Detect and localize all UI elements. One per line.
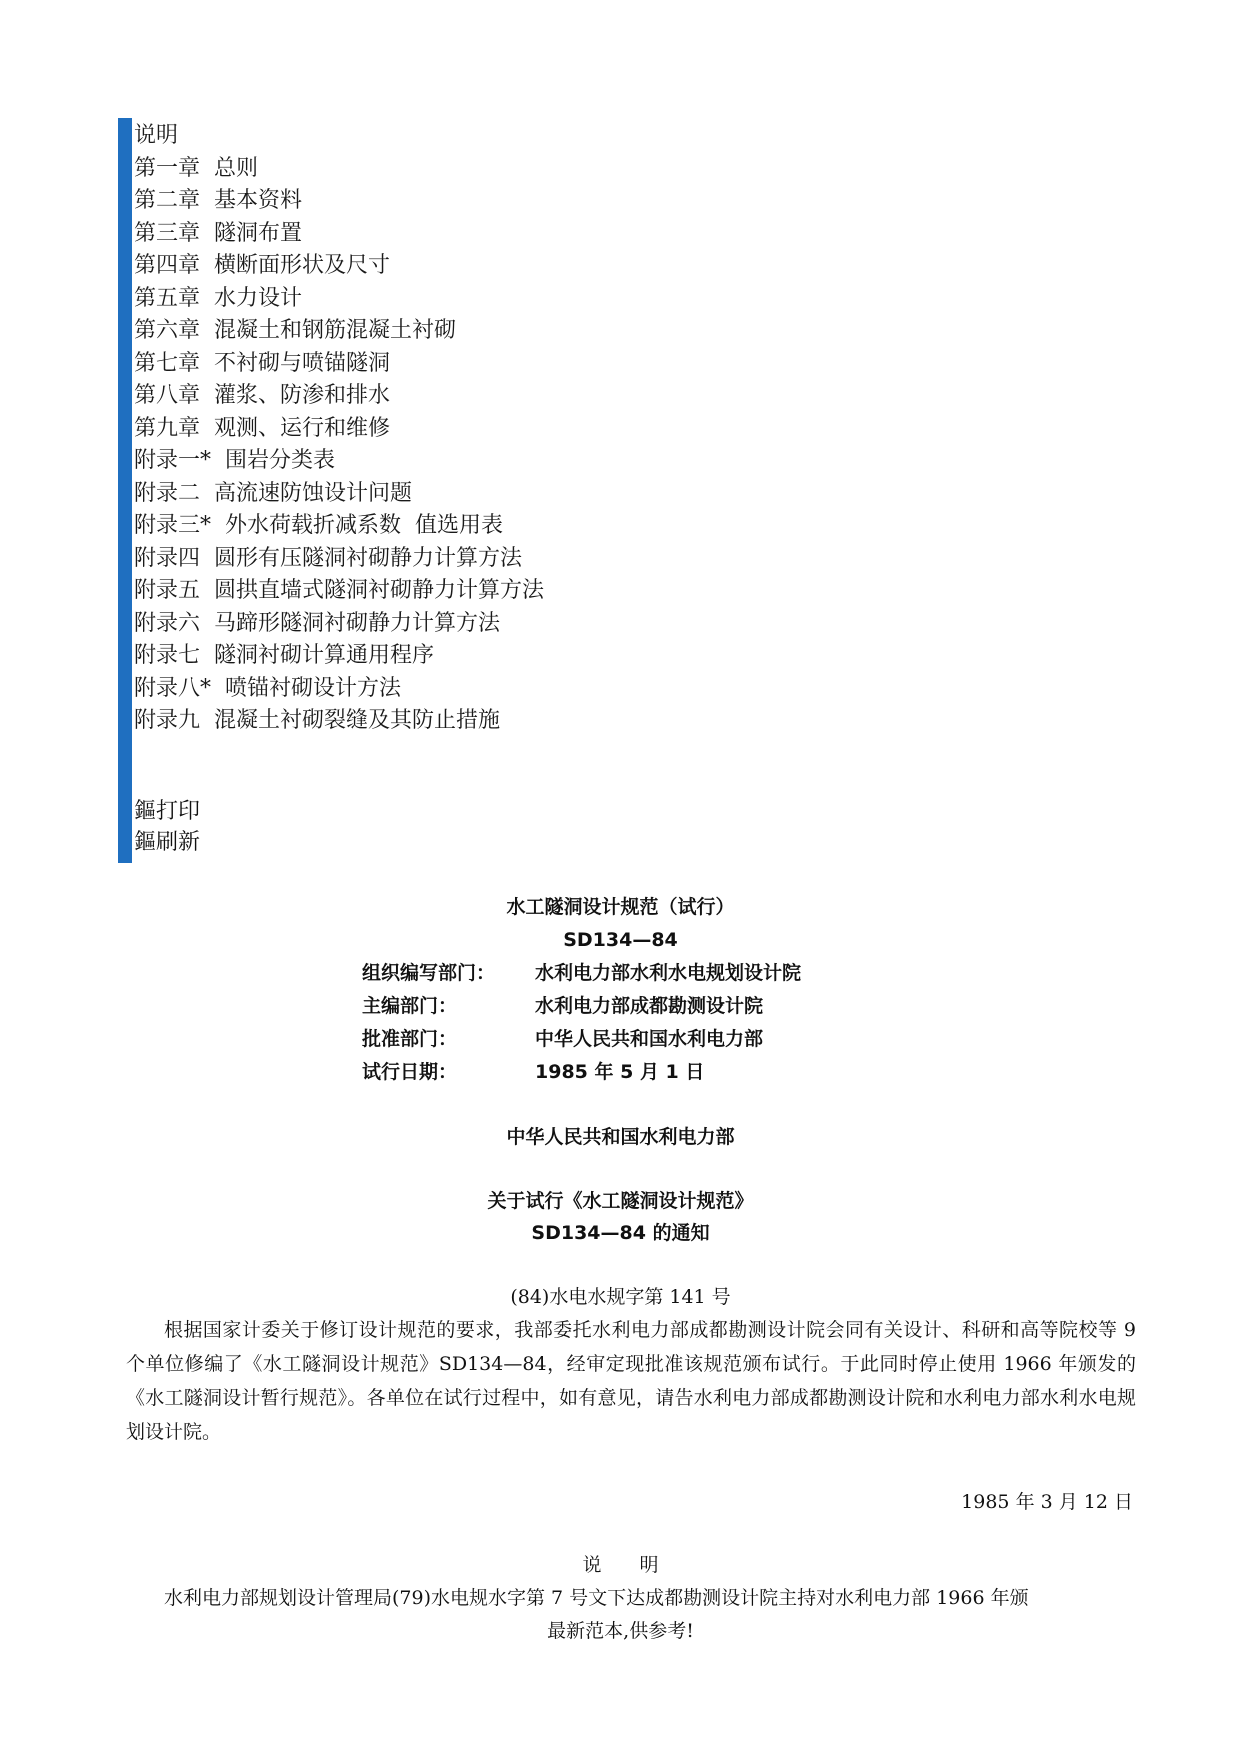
- document-code: SD134—84: [563, 929, 678, 951]
- toc-item-chapter-9[interactable]: 第九章 观测、运行和维修: [134, 415, 390, 441]
- toc-list: [134, 120, 544, 738]
- toc-item-appendix-7[interactable]: 附录七 隧洞衬砌计算通用程序: [134, 643, 434, 668]
- info-row-organizer: [0, 957, 1241, 990]
- notice-date: 1985 年 3 月 12 日: [961, 1491, 1133, 1513]
- print-link[interactable]: 鏂打印: [134, 799, 201, 824]
- toc-item-appendix-5[interactable]: 附录五 圆拱直墙式隧洞衬砌静力计算方法: [134, 578, 544, 603]
- toc-item-chapter-7[interactable]: 第七章 不衬砌与喷锚隧洞: [134, 350, 390, 376]
- info-row-editor: [0, 990, 1241, 1023]
- info-value: 中华人民共和国水利电力部: [535, 1028, 764, 1050]
- info-label: 主编部门：: [362, 995, 458, 1017]
- explanation-body: 水利电力部规划设计管理局(79)水电规水字第 7 号文下达成都勘测设计院主持对水利电力部 1966 年颁: [164, 1587, 1029, 1609]
- toc-item-explanation[interactable]: 说明: [134, 123, 179, 148]
- info-value: 1985 年 5 月 1 日: [535, 1061, 705, 1083]
- toc-item-chapter-6[interactable]: 第六章 混凝土和钢筋混凝土衬砌: [134, 318, 456, 343]
- info-value: 水利电力部成都勘测设计院: [535, 995, 764, 1017]
- toc-accent-bar: [118, 118, 132, 863]
- footer-note: 最新范本,供参考!: [547, 1620, 694, 1642]
- toc-item-chapter-5[interactable]: 第五章 水力设计: [134, 285, 302, 311]
- notice-title-line2: SD134—84 的通知: [531, 1222, 710, 1244]
- toc-item-appendix-4[interactable]: 附录四 圆形有压隧洞衬砌静力计算方法: [134, 545, 522, 571]
- toc-item-chapter-2[interactable]: 第二章 基本资料: [134, 188, 302, 213]
- document-title: 水工隧洞设计规范（试行）: [506, 896, 735, 918]
- toc-item-appendix-1[interactable]: 附录一* 围岩分类表: [134, 448, 335, 473]
- info-label: 组织编写部门：: [362, 962, 496, 984]
- notice-body: 根据国家计委关于修订设计规范的要求，我部委托水利电力部成都勘测设计院会同有关设计、科研和高等院校等 9 个单位修编了《水工隧洞设计规范》SD134—84，经审定现批准该规范颁布试行。于此同时停止使用 1966 年颁发的《水工隧洞设计暂行规范》。各单位在试行过程中，如有意见，请告水利电力部成都勘测设计院和水利电力部水利水电规划设计院。: [126, 1319, 1136, 1443]
- info-label: 试行日期：: [362, 1061, 458, 1083]
- toc-item-appendix-8[interactable]: 附录八* 喷锚衬砌设计方法: [134, 675, 401, 701]
- info-row-approver: [0, 1023, 1241, 1056]
- toc-item-appendix-2[interactable]: 附录二 高流速防蚀设计问题: [134, 480, 412, 506]
- toc-item-chapter-4[interactable]: 第四章 横断面形状及尺寸: [134, 253, 390, 278]
- notice-title-line1: 关于试行《水工隧洞设计规范》: [487, 1190, 754, 1212]
- toc-item-appendix-6[interactable]: 附录六 马蹄形隧洞衬砌静力计算方法: [134, 610, 500, 636]
- refresh-link[interactable]: 鏂刷新: [134, 830, 201, 855]
- document-header: [0, 890, 1241, 1089]
- notice-issuer: 中华人民共和国水利电力部: [506, 1126, 735, 1148]
- explanation-heading: 说 明: [582, 1554, 659, 1576]
- toc-item-appendix-9[interactable]: 附录九 混凝土衬砌裂缝及其防止措施: [134, 708, 500, 733]
- toc-item-appendix-3[interactable]: 附录三* 外水荷载折减系数 值选用表: [134, 513, 503, 538]
- info-row-trial-date: [0, 1056, 1241, 1089]
- toc-item-chapter-8[interactable]: 第八章 灌浆、防渗和排水: [134, 383, 390, 408]
- table-of-contents: [118, 118, 818, 863]
- toc-actions: [134, 796, 200, 858]
- toc-item-chapter-1[interactable]: 第一章 总则: [134, 155, 258, 181]
- notice-doc-number: (84)水电水规字第 141 号: [510, 1286, 731, 1308]
- info-label: 批准部门：: [362, 1028, 458, 1050]
- toc-item-chapter-3[interactable]: 第三章 隧洞布置: [134, 220, 302, 246]
- info-value: 水利电力部水利水电规划设计院: [535, 962, 802, 984]
